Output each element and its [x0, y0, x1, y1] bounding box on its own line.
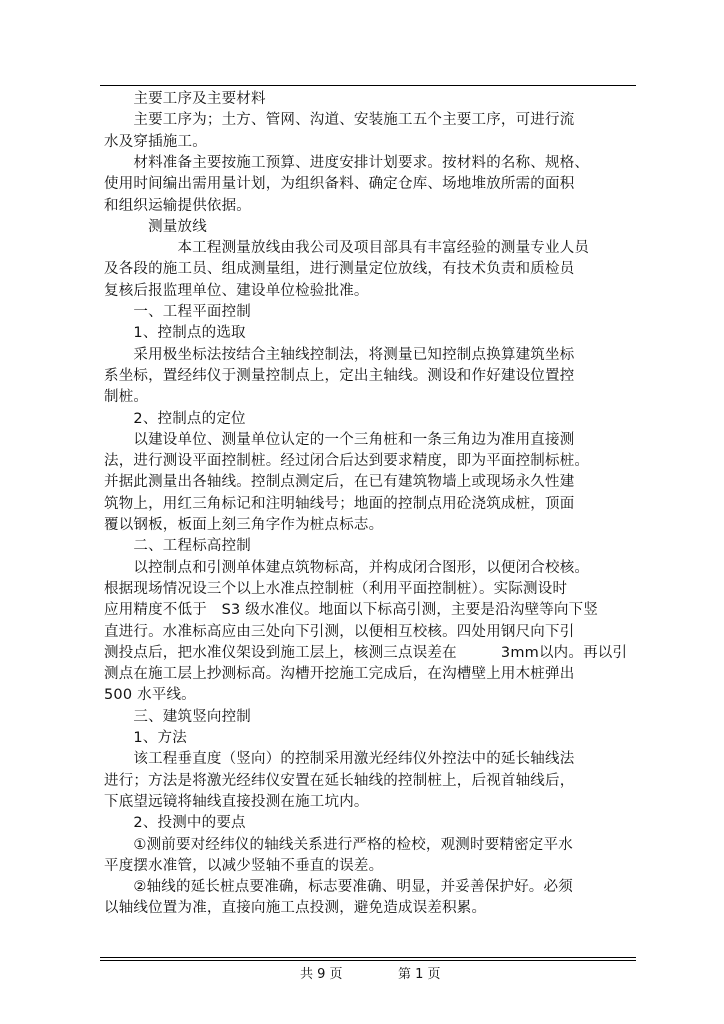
text-line: 平度摆水准管，以减少竖轴不垂直的误差。 [104, 857, 384, 874]
section-heading: 1、控制点的选取 [104, 325, 246, 342]
section-heading: 1、方法 [104, 730, 187, 746]
text-line: ①测前要对经纬仪的轴线关系进行严格的检校，观测时要精密定平水 [104, 836, 573, 853]
section-heading: 一、工程平面控制 [104, 304, 251, 320]
text-line: 以建设单位、测量单位认定的一个三角桩和一条三角边为准用直接测 [104, 431, 575, 448]
text-line: 测投点后，把水准仪架设到施工层上，核测三点误差在 3mm以内。再以引 [104, 644, 628, 661]
text-line: ②轴线的延长桩点要准确，标志要准确、明显，并妥善保护好。必须 [104, 879, 573, 896]
text-line: 制桩。 [104, 389, 149, 406]
text-line: 直进行。水准标高应由三处向下引测，以便相互校核。四处用钢尺向下引 [104, 623, 575, 640]
text-line: 使用时间编出需用量计划，为组织备料、确定仓库、场地堆放所需的面积 [104, 176, 575, 193]
footer-rule [100, 957, 636, 958]
page-current: 第 1 页 [398, 967, 441, 982]
text-line: 及各段的施工员、组成测量组，进行测量定位放线，有技术负责和质检员 [104, 261, 575, 278]
section-heading: 测量放线 [104, 218, 207, 235]
footer-rule [100, 960, 636, 961]
section-heading: 二、工程标高控制 [104, 538, 251, 555]
text-line: 水及穿插施工。 [104, 133, 207, 150]
text-line: 法，进行测设平面控制桩。经过闭合后达到要求精度，即为平面控制标桩。 [104, 453, 590, 470]
section-heading: 2、投测中的要点 [104, 815, 246, 832]
text-line: 系坐标，置经纬仪于测量控制点上，定出主轴线。测设和作好建设位置控 [104, 367, 575, 384]
text-line: 测点在施工层上抄测标高。沟槽开挖施工完成后，在沟槽壁上用木桩弹出 [104, 666, 575, 683]
text-line: 覆以钢板，板面上刻三角字作为桩点标志。 [104, 517, 384, 533]
text-line: 筑物上，用红三角标记和注明轴线号；地面的控制点用砼浇筑成桩，顶面 [104, 495, 575, 512]
section-heading: 三、建筑竖向控制 [104, 708, 251, 725]
text-line: 采用极坐标法按结合主轴线控制法，将测量已知控制点换算建筑坐标 [104, 346, 575, 363]
text-line: 该工程垂直度（竖向）的控制采用激光经纬仪外控法中的延长轴线法 [104, 751, 575, 768]
text-line: 以控制点和引测单体建点筑物标高，并构成闭合图形，以便闭合校核。 [104, 559, 590, 576]
text-line: 进行；方法是将激光经纬仪安置在延长轴线的控制桩上，后视首轴线后， [104, 772, 575, 789]
page-total: 共 9 页 [300, 967, 343, 982]
text-line: 主要工序为；土方、管网、沟道、安装施工五个主要工序，可进行流 [104, 112, 575, 129]
text-line: 根据现场情况设三个以上水准点控制桩（利用平面控制桩）。实际测设时 [104, 580, 568, 597]
text-line: 复核后报监理单位、建设单位检验批准。 [104, 282, 369, 299]
header-rule [100, 85, 636, 86]
text-line: 材料准备主要按施工预算、进度安排计划要求。按材料的名称、规格、 [104, 154, 590, 171]
text-line: 并据此测量出各轴线。控制点测定后，在已有建筑物墙上或现场永久性建 [104, 474, 575, 491]
text-line: 本工程测量放线由我公司及项目部具有丰富经验的测量专业人员 [104, 240, 590, 257]
section-heading: 2、控制点的定位 [104, 410, 246, 427]
text-line: 和组织运输提供依据。 [104, 197, 251, 214]
text-line: 应用精度不低于 S3 级水准仪。地面以下标高引测，主要是沿沟壁等向下竖 [104, 602, 599, 619]
text-line: 下底望远镜将轴线直接投测在施工坑内。 [104, 793, 369, 810]
text-line: 以轴线位置为准，直接向施工点投测，避免造成误差积累。 [104, 900, 487, 917]
text-line: 500 水平线。 [104, 687, 196, 704]
text-line: 主要工序及主要材料 [104, 91, 266, 107]
